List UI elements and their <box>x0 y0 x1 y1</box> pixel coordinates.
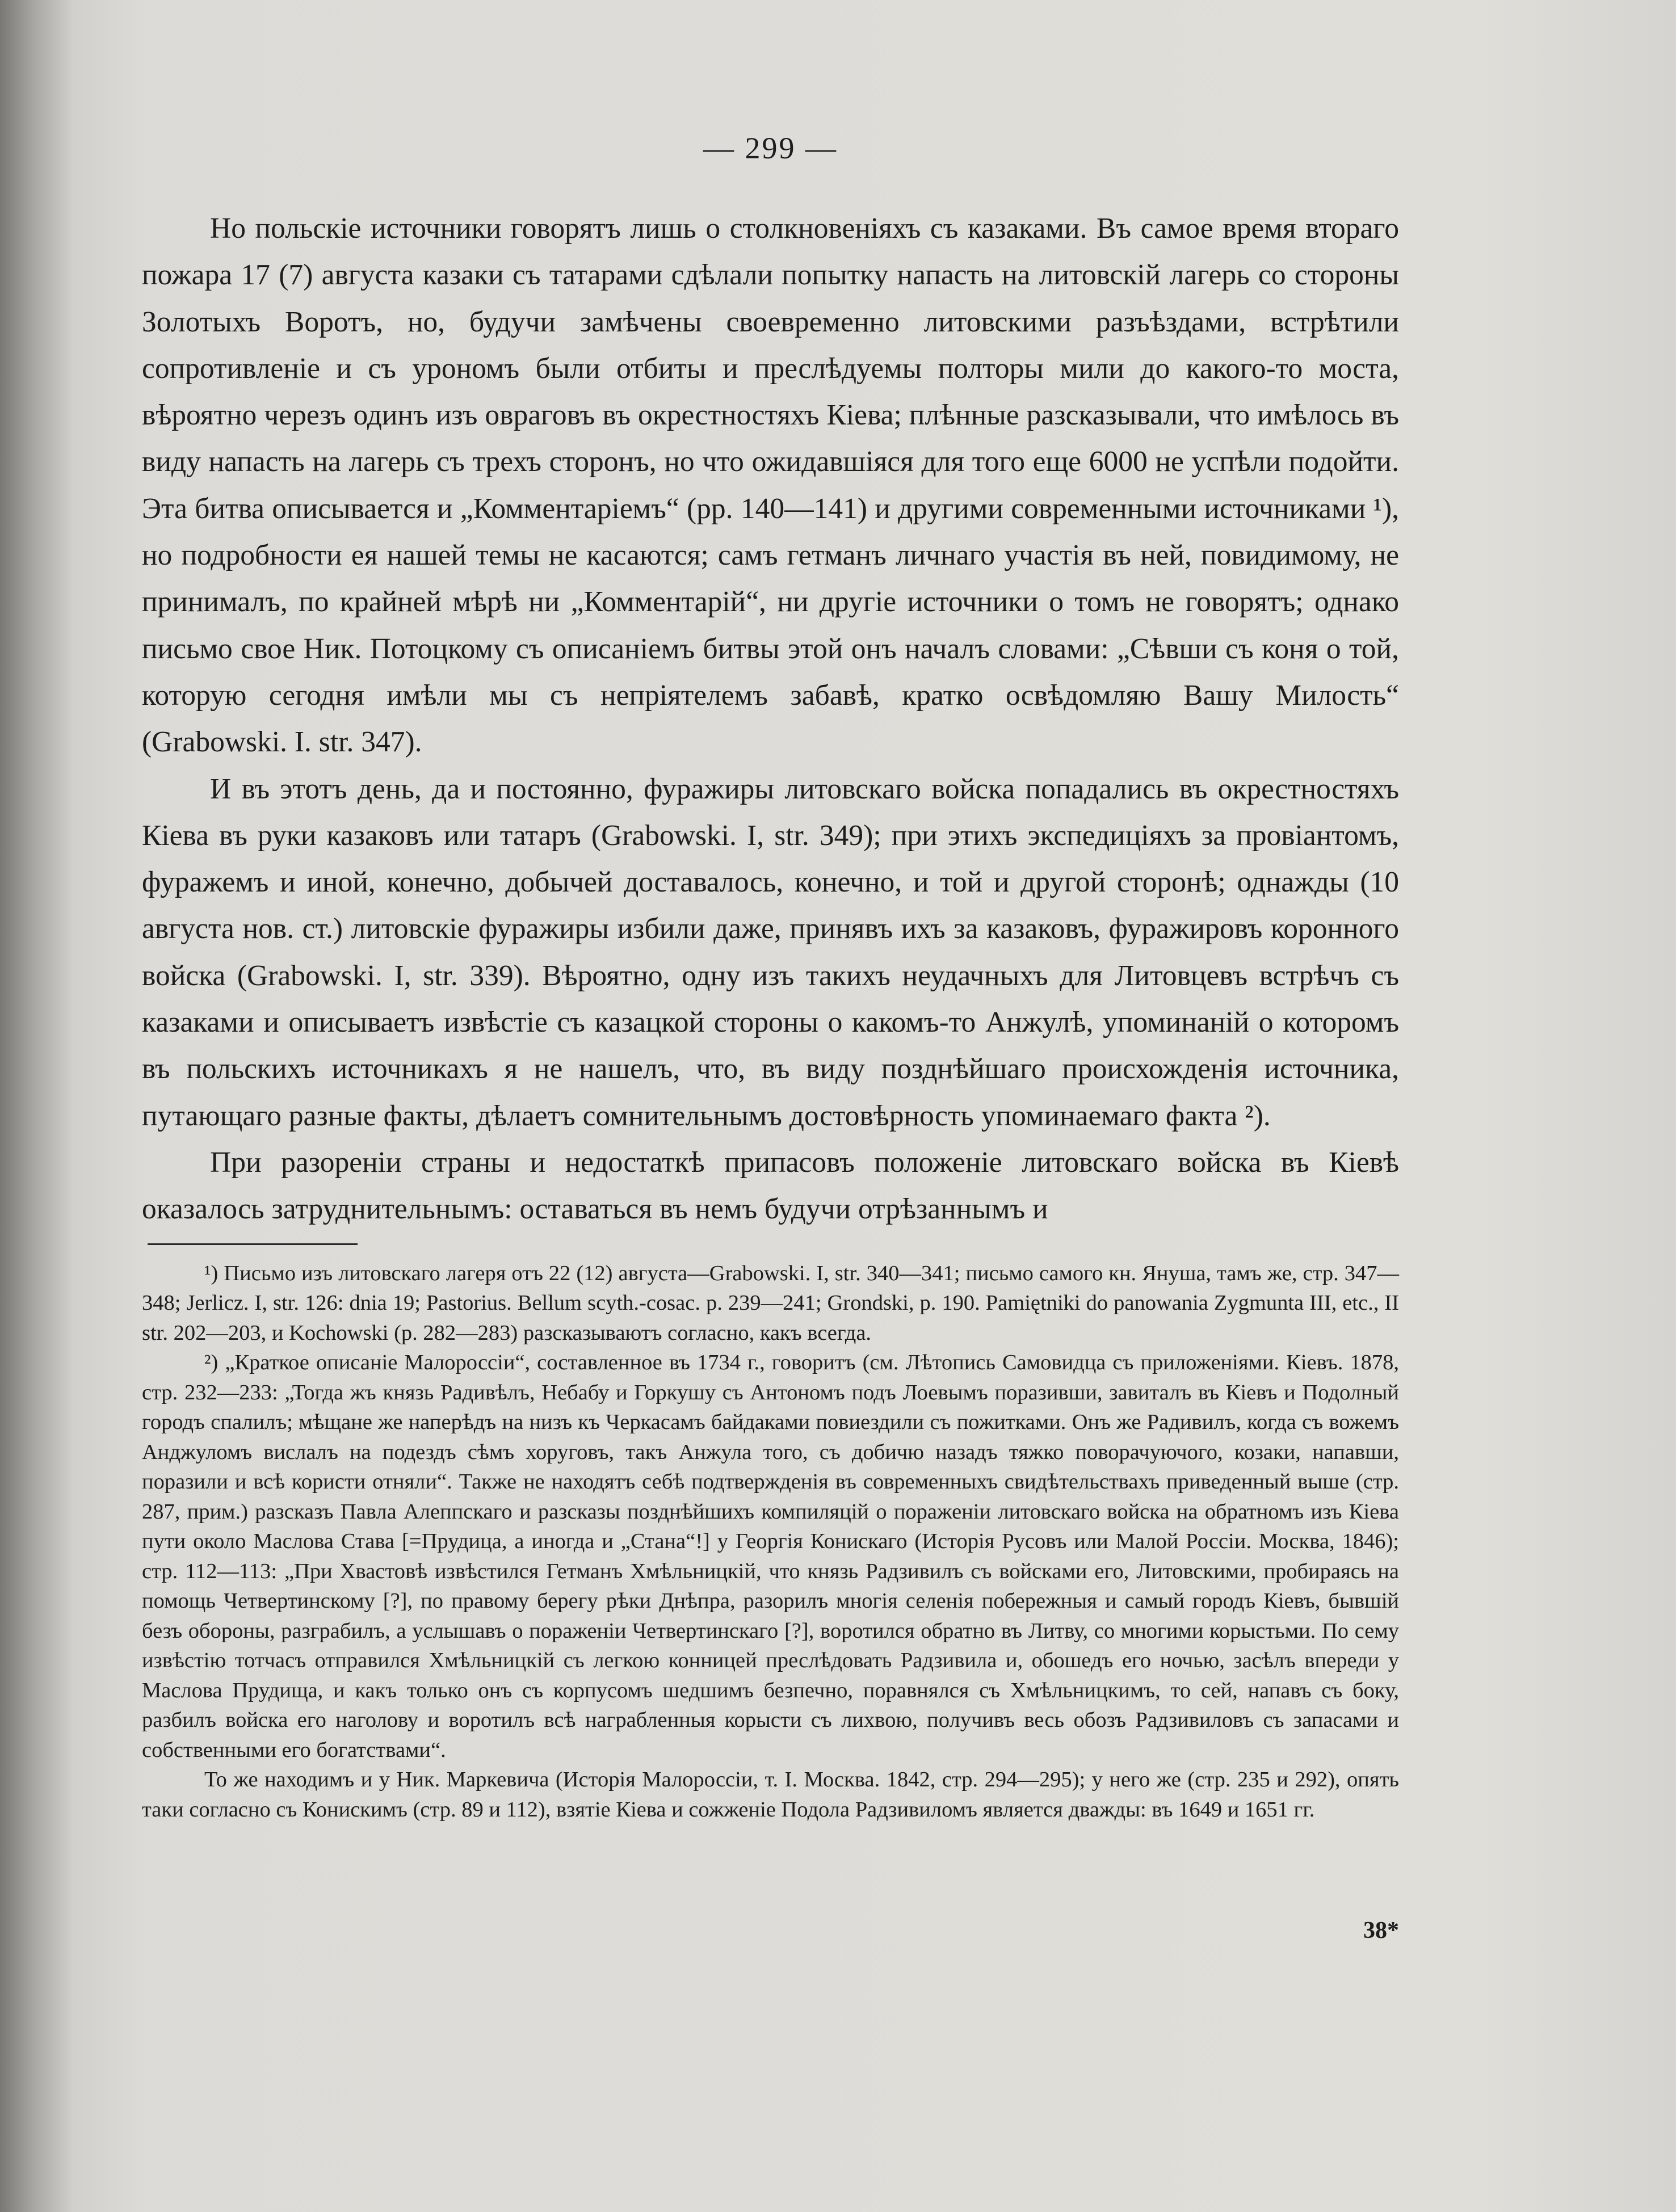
signature-mark: 38* <box>1363 1917 1399 1944</box>
footnote-1: ¹) Письмо изъ литовскаго лагеря отъ 22 (12) августа—Grabowski. I, str. 340—341; письмо самого кн. Януша, тамъ же, стр. 347—348; Jerlicz. I, str. 126: dnia 19; Pastorius. Bellum scyth.-cosac. p. 239—241; Grondski, p. 190. Pamiętniki do panowania Zygmunta III, etc., II str. 202—203, и Kochowski (p. 282—283) разсказываютъ согласно, какъ всегда. <box>142 1261 1399 1345</box>
page-number: — 299 — <box>703 131 838 165</box>
page-text <box>142 131 1399 1824</box>
paragraph-2: И въ этотъ день, да и постоянно, фуражиры литовскаго войска попадались въ окрестностяхъ Кіева въ руки казаковъ или татаръ (Grabowski. I, str. 349); при этихъ экспедиціяхъ за провіантомъ, фуражемъ и иной, конечно, добычей доставалось, конечно, и той и другой сторонѣ; однажды (10 августа нов. ст.) литовскіе фуражиры избили даже, принявъ ихъ за казаковъ, фуражировъ коронного войска (Grabowski. I, str. 339). Вѣроятно, одну изъ такихъ неудачныхъ для Литовцевъ встрѣчъ съ казаками и описываетъ извѣстіе съ казацкой стороны о какомъ-то Анжулѣ, упоминаній о которомъ въ польскихъ источникахъ я не нашелъ, что, въ виду позднѣйшаго происхожденія источника, путающаго разные факты, дѣлаетъ сомнительнымъ достовѣрность упоминаемаго факта ²). <box>142 772 1399 1132</box>
paragraph-3: При разореніи страны и недостаткѣ припасовъ положеніе литовскаго войска въ Кіевѣ оказалось затруднительнымъ: оставаться въ немъ будучи отрѣзаннымъ и <box>142 1146 1399 1226</box>
footnote-2: ²) „Краткое описаніе Малороссіи“, составленное въ 1734 г., говоритъ (см. Лѣтопись Самовидца съ приложеніями. Кіевъ. 1878, стр. 232—233: „Тогда жъ князь Радивѣлъ, Небабу и Горкушу съ Антономъ подъ Лоевымъ поразивши, завиталъ въ Кіевъ и Подолный городъ спалилъ; мѣщане же наперѣдъ на низъ къ Черкасамъ байдаками повиездили съ пожитками. Онъ же Радивилъ, когда съ вожемъ Анджуломъ вислалъ на подездъ сѣмъ хоруговъ, такъ Анжула того, съ добичю назадъ тяжко поворачуючого, козаки, напавши, поразили и всѣ користи отняли“. Также не находятъ себѣ подтвержденія въ современныхъ свидѣтельствахъ приведенный выше (стр. 287, прим.) разсказъ Павла Алеппскаго и разсказы позднѣйшихъ компиляцій о пораженіи литовскаго войска на обратномъ изъ Кіева пути около Маслова Става [=Прудица, а иногда и „Стана“!] у Георгія Конискаго (Исторія Русовъ или Малой Россіи. Москва, 1846); стр. 112—113: „При Хвастовѣ извѣстился Гетманъ Хмѣльницкій, что князь Радзивилъ съ войсками его, Литовскими, пробираясь на помощь Четвертинскому [?], по правому берегу рѣки Днѣпра, разорилъ многія селенія побережныя и самый городъ Кіевъ, бывшій безъ обороны, разграбилъ, а услышавъ о пораженіи Четвертинскаго [?], воротился обратно въ Литву, со многими корыстьми. По сему извѣстію тотчасъ отправился Хмѣльницкій съ легкою конницей преслѣдовать Радзивила и, обошедъ его ночью, засѣлъ впереди у Маслова Прудища, и какъ только онъ съ корпусомъ шедшимъ безпечно, поравнялся съ Хмѣльницкимъ, то сей, напавъ съ боку, разбилъ войска его наголову и воротилъ всѣ награбленныя корысти съ лихвою, получивъ весь обозъ Радзивиловъ съ запасами и собственными его богатствами“. <box>142 1351 1399 1762</box>
footnote-3: То же находимъ и у Ник. Маркевича (Исторія Малороссіи, т. I. Москва. 1842, стр. 294—295); у него же (стр. 235 и 292), опять таки согласно съ Конискимъ (стр. 89 и 112), взятіе Кіева и сожженіе Подола Радзивиломъ является дважды: въ 1649 и 1651 гг. <box>142 1768 1399 1822</box>
paragraph-1: Но польскіе источники говорятъ лишь о столкновеніяхъ съ казаками. Въ самое время втораго пожара 17 (7) августа казаки съ татарами сдѣлали попытку напасть на литовскій лагерь со стороны Золотыхъ Воротъ, но, будучи замѣчены своевременно литовскими разъѣздами, встрѣтили сопротивленіе и съ урономъ были отбиты и преслѣдуемы полторы мили до какого-то моста, вѣроятно черезъ одинъ изъ овраговъ въ окрестностяхъ Кіева; плѣнные разсказывали, что имѣлось въ виду напасть на лагерь съ трехъ сторонъ, но что ожидавшіяся для того еще 6000 не успѣли подойти. Эта битва описывается и „Комментаріемъ“ (рр. 140—141) и другими современными источниками ¹), но подробности ея нашей темы не касаются; самъ гетманъ личнаго участія въ ней, повидимому, не принималъ, по крайней мѣрѣ ни „Комментарій“, ни другіе источники о томъ не говорятъ; однако письмо свое Ник. Потоцкому съ описаніемъ битвы этой онъ началъ словами: „Сѣвши съ коня о той, которую сегодня имѣли мы съ непріятелемъ забавѣ, кратко освѣдомляю Вашу Милость“ (Grabowski. I. str. 347). <box>142 212 1399 759</box>
footnote-rule <box>148 1243 358 1245</box>
